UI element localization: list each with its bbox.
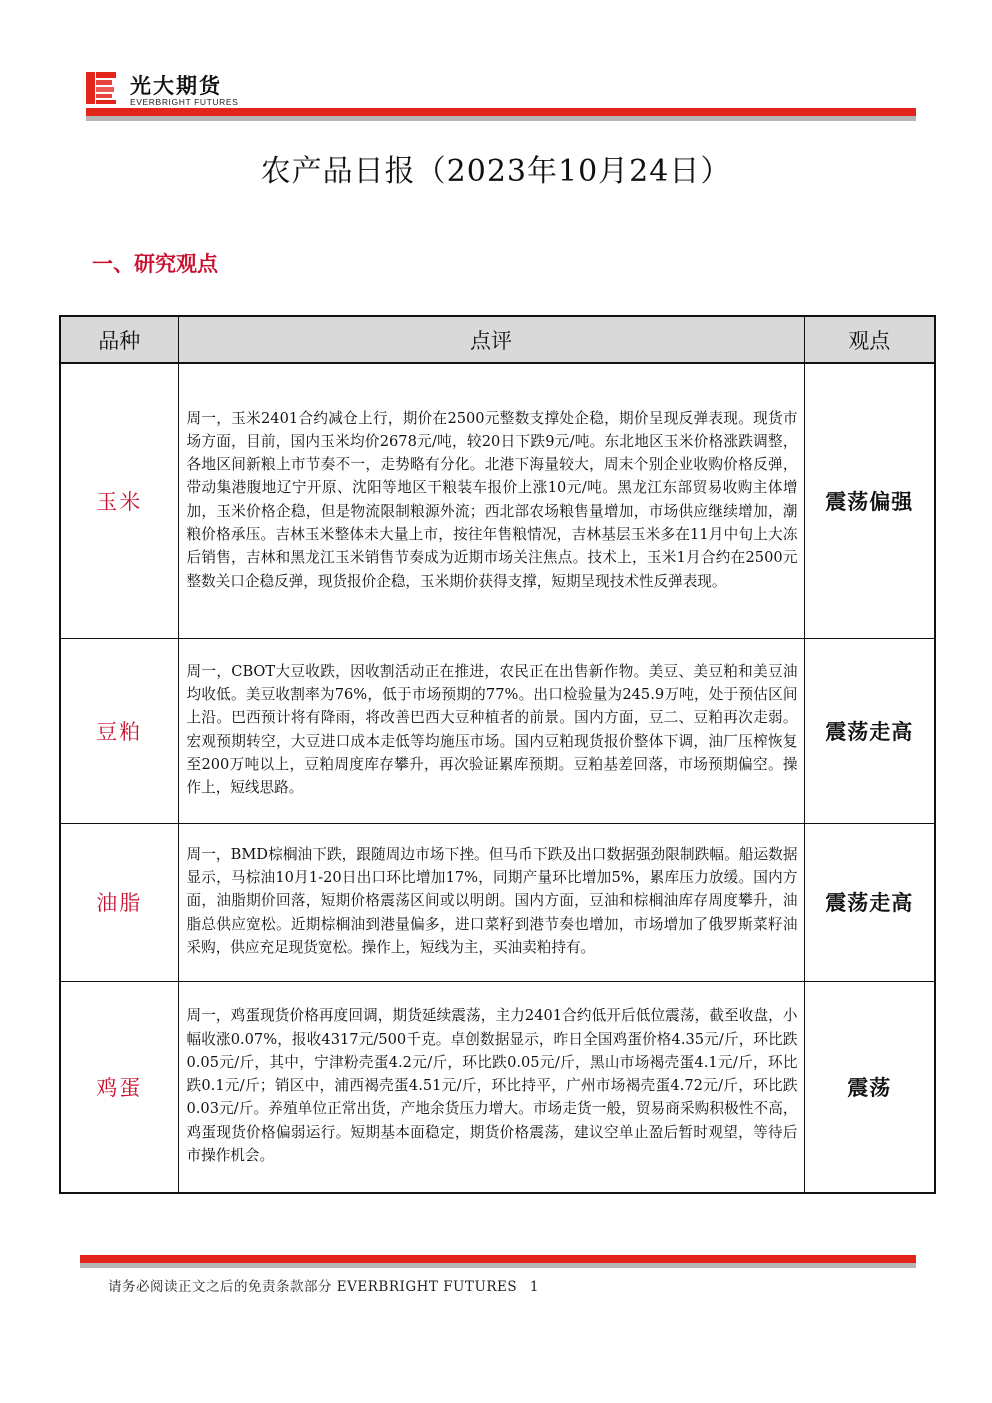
logo-cn-text: 光大期货 xyxy=(130,74,222,98)
footer xyxy=(108,1275,539,1295)
comment-cell: 周一，BMD棕榈油下跌，跟随周边市场下挫。但马币下跌及出口数据强劲限制跌幅。船运数据显示，马棕油10月1-20日出口环比增加17%，同期产量环比增加5%，累库压力放缓。国内方面，油脂期价回落，短期价格震荡区间或以明朗。国内方面，豆油和棕榈油库存周度攀升，油脂总供应宽松。近期棕榈油到港量偏多，进口菜籽到港节奏也增加，市场增加了俄罗斯菜籽油采购，供应充足现货宽松。操作上，短线为主，买油卖粕持有。 xyxy=(178,823,804,981)
document-title: 农产品日报（2023年10月24日） xyxy=(260,154,732,189)
header-view: 观点 xyxy=(804,316,935,363)
header-comment: 点评 xyxy=(178,316,804,363)
footer-disclaimer: 请务必阅读正文之后的免责条款部分 xyxy=(108,1279,332,1295)
page-number: 1 xyxy=(529,1279,539,1295)
variety-cell: 鸡蛋 xyxy=(60,981,178,1193)
header-variety: 品种 xyxy=(60,316,178,363)
everbright-logo-icon xyxy=(84,70,120,106)
view-cell: 震荡 xyxy=(804,981,935,1193)
section-heading: 一、研究观点 xyxy=(92,251,218,276)
variety-cell: 豆粕 xyxy=(60,638,178,823)
table-row xyxy=(60,823,935,981)
variety-cell: 玉米 xyxy=(60,363,178,638)
table-header-row xyxy=(60,316,935,363)
table-row xyxy=(60,638,935,823)
view-cell: 震荡走高 xyxy=(804,823,935,981)
table-row xyxy=(60,363,935,638)
research-view-table xyxy=(59,315,936,1194)
comment-cell: 周一，CBOT大豆收跌，因收割活动正在推进，农民正在出售新作物。美豆、美豆粕和美豆油均收低。美豆收割率为76%，低于市场预期的77%。出口检验量为245.9万吨，处于预估区间上沿。巴西预计将有降雨，将改善巴西大豆种植者的前景。国内方面，豆二、豆粕再次走弱。宏观预期转空，大豆进口成本走低等均施压市场。国内豆粕现货报价整体下调，油厂压榨恢复至200万吨以上，豆粕周度库存攀升，再次验证累库预期。豆粕基差回落，市场预期偏空。操作上，短线思路。 xyxy=(178,638,804,823)
logo-en-text: EVERBRIGHT FUTURES xyxy=(130,97,239,107)
view-cell: 震荡走高 xyxy=(804,638,935,823)
footer-divider-gray xyxy=(80,1263,916,1268)
company-logo xyxy=(84,68,284,110)
comment-cell: 周一，鸡蛋现货价格再度回调，期货延续震荡，主力2401合约低开后低位震荡，截至收盘，小幅收涨0.07%，报收4317元/500千克。卓创数据显示，昨日全国鸡蛋价格4.35元/斤，环比跌0.05元/斤，其中，宁津粉壳蛋4.2元/斤，环比跌0.05元/斤，黑山市场褐壳蛋4.1元/斤，环比跌0.1元/斤；销区中，浦西褐壳蛋4.51元/斤，环比持平，广州市场褐壳蛋4.72元/斤，环比跌0.03元/斤。养殖单位正常出货，产地余货压力增大。市场走货一般，贸易商采购积极性不高，鸡蛋现货价格偏弱运行。短期基本面稳定，期货价格震荡，建议空单止盈后暂时观望，等待后市操作机会。 xyxy=(178,981,804,1193)
header-divider-red xyxy=(86,108,916,116)
footer-brand: EVERBRIGHT FUTURES xyxy=(336,1279,518,1295)
variety-cell: 油脂 xyxy=(60,823,178,981)
header-divider-gray xyxy=(86,116,916,121)
view-cell: 震荡偏强 xyxy=(804,363,935,638)
comment-cell: 周一，玉米2401合约减仓上行，期价在2500元整数支撑处企稳，期价呈现反弹表现。现货市场方面，目前，国内玉米均价2678元/吨，较20日下跌9元/吨。东北地区玉米价格涨跌调整，各地区间新粮上市节奏不一，走势略有分化。北港下海量较大，周末个别企业收购价格反弹，带动集港腹地辽宁开原、沈阳等地区干粮装车报价上涨10元/吨。黑龙江东部贸易收购主体增加，玉米价格企稳，但是物流限制粮源外流；西北部农场粮售量增加，市场供应继续增加，潮粮价格承压。吉林玉米整体未大量上市，按往年售粮情况，吉林基层玉米多在11月中旬上大冻后销售，吉林和黑龙江玉米销售节奏成为近期市场关注焦点。技术上，玉米1月合约在2500元整数关口企稳反弹，现货报价企稳，玉米期价获得支撑，短期呈现技术性反弹表现。 xyxy=(178,363,804,638)
footer-divider-red xyxy=(80,1255,916,1263)
table-row xyxy=(60,981,935,1193)
